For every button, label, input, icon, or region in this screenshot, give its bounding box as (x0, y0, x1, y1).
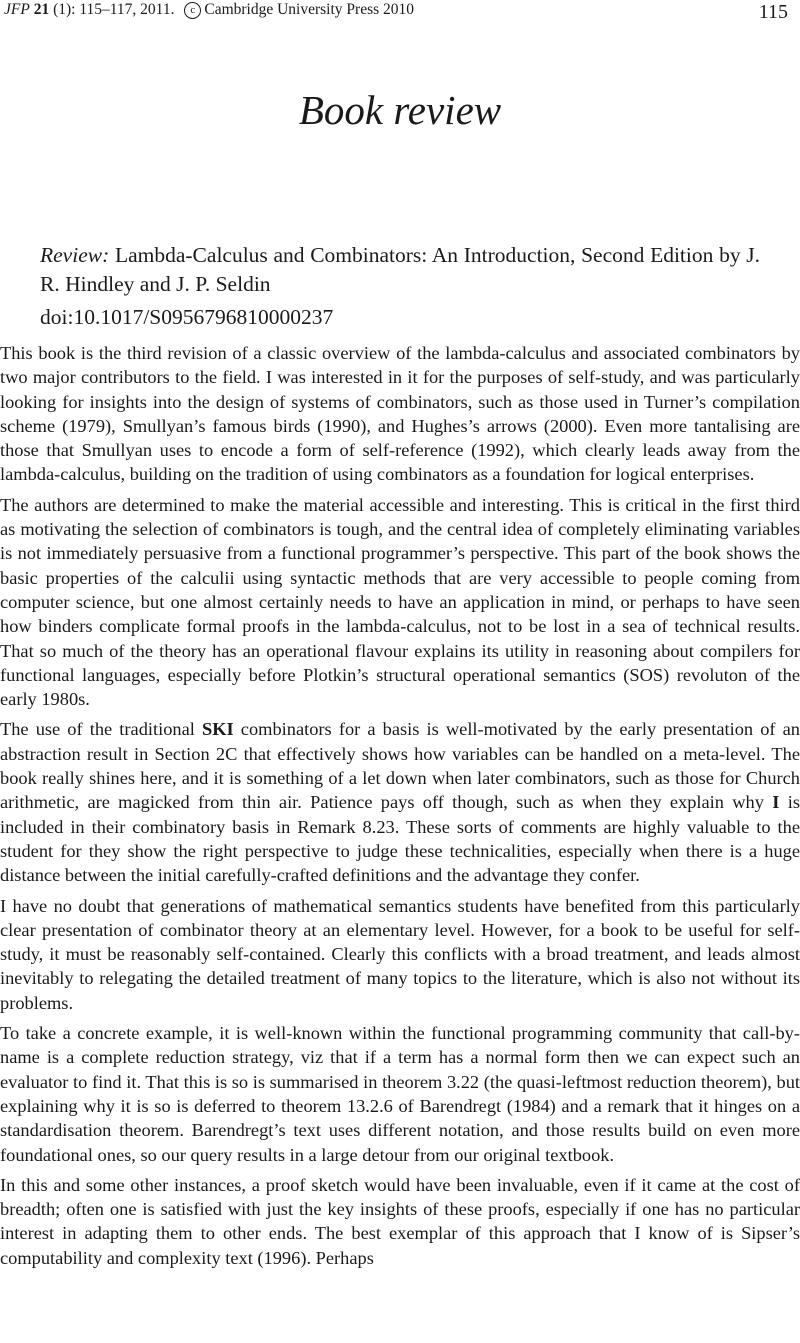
copyright-icon: c (184, 2, 201, 19)
review-label: Review: (40, 243, 110, 267)
i-term: I (772, 792, 780, 813)
paragraph-6: In this and some other instances, a proof sketch would have been invaluable, even if it came at the cost of breadth; often one is satisfied with just the key insights of these proofs, especially if one has no particular interest in adapting them to other ends. The best exemplar of this approach that I know of is Sipser’s computability and complexity text (1996). Perhaps (0, 1174, 800, 1268)
issue-pages-year: (1): 115–117, 2011. (53, 1, 175, 18)
article-body (0, 341, 800, 1276)
page-number: 115 (758, 1, 788, 23)
review-doi: doi:10.1017/S0956796810000237 (40, 305, 334, 329)
review-citation (40, 241, 760, 299)
running-head (4, 0, 414, 20)
paragraph-3-part-b: combinators for a basis is well-motivated by the early presentation of an abstraction result in Section 2C that effectively shows how variables can be handled on a meta-level. The book really shines here, and it is something of a let down when later combinators, such as those for Church arithmetic, are magicked from thin air. Patience pays off though, such as when they explain why (0, 719, 800, 813)
paragraph-4: I have no doubt that generations of mathematical semantics students have benefited from this particularly clear presentation of combinator theory at an elementary level. However, for a book to be useful for self-study, it must be reasonably self-contained. Clearly this conflicts with a broad treatment, and leads almost inevitably to relegating the detailed treatment of many topics to the literature, which is also not without its problems. (0, 895, 800, 1013)
paragraph-3 (0, 717, 800, 887)
review-book: Lambda-Calculus and Combinators: An Introduction, Second Edition by J. R. Hindley and J. P. Seldin (40, 243, 761, 296)
paragraph-2: The authors are determined to make the material accessible and interesting. This is critical in the first third as motivating the selection of combinators is tough, and the central idea of completely eliminating variables is not immediately persuasive from a functional programmer’s perspective. This part of the book shows the basic properties of the calculii using syntactic methods that are very accessible to people coming from computer science, but one almost certainly needs to have an application in mind, or perhaps to have seen how binders complicate formal proofs in the lambda-calculus, not to be lost in a sea of technical results. That so much of the theory has an operational flavour explains its utility in reasoning about compilers for functional languages, especially before Plotkin’s structural operational semantics (SOS) revoluton of the early 1980s. (0, 494, 800, 710)
page-title: Book review (298, 87, 502, 133)
paragraph-1: This book is the third revision of a classic overview of the lambda-calculus and associated combinators by two major contributors to the field. I was interested in it for the purposes of self-study, and was particularly looking for insights into the design of systems of combinators, such as those used in Turner’s compilation scheme (1979), Smullyan’s famous birds (1990), and Hughes’s arrows (2000). Even more tantalising are those that Smullyan uses to encode a form of self-reference (1992), which clearly leads away from the lambda-calculus, building on the tradition of using combinators as a foundation for logical enterprises. (0, 343, 800, 485)
publisher: Cambridge University Press 2010 (204, 1, 415, 18)
journal-volume: 21 (33, 1, 50, 18)
paragraph-3-part-a: The use of the traditional (0, 719, 202, 740)
paragraph-3-part-c: is included in their combinatory basis in Remark 8.23. These sorts of comments are highly valuable to the student for they show the right perspective to judge these technicalities, especially when there is a huge distance between the initial carefully-crafted definitions and the advantage they confer. (0, 792, 800, 886)
paragraph-5: To take a concrete example, it is well-known within the functional programming community that call-by-name is a complete reduction strategy, viz that if a term has a normal form then we can expect such an evaluator to find it. That this is so is summarised in theorem 3.22 (the quasi-leftmost reduction theorem), but explaining why it is so is deferred to theorem 13.2.6 of Barendregt (1984) and a remark that it hinges on a standardisation theorem. Barendregt’s text uses different notation, and those results build on even more foundational ones, so our query results in a large detour from our original textbook. (0, 1023, 800, 1165)
ski-term: SKI (202, 719, 234, 740)
journal-abbrev: JFP (4, 1, 30, 18)
